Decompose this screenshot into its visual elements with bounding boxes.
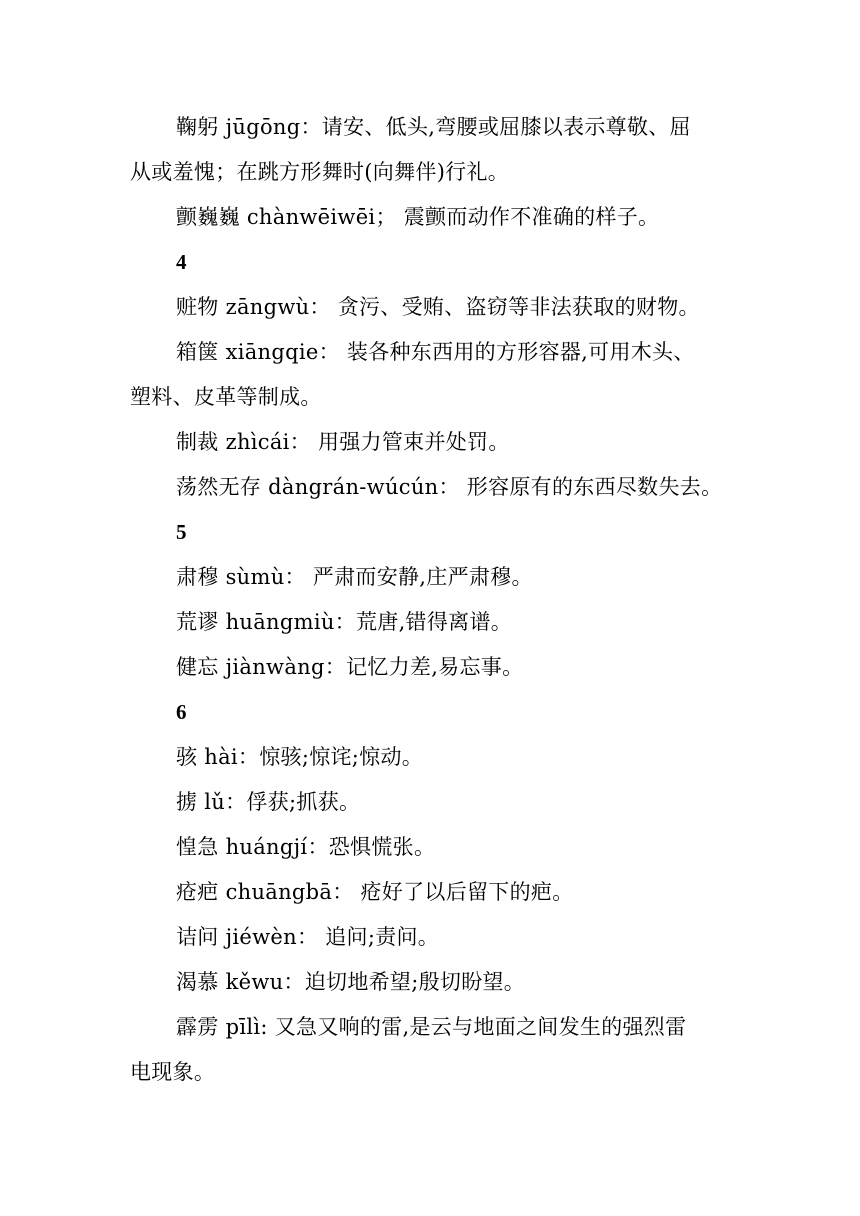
entry-hai: 骇 hài：惊骇;惊诧;惊动。: [176, 745, 424, 769]
entry-jugong-continued: 从或羞愧；在跳方形舞时(向舞伴)行礼。: [130, 160, 510, 184]
section-number-5: 5: [176, 520, 187, 544]
entry-zhicai: 制裁 zhìcái： 用强力管束并处罚。: [176, 430, 510, 454]
entry-huangji: 惶急 huángjí：恐惧慌张。: [176, 835, 436, 859]
section-number-4: 4: [176, 250, 187, 274]
entry-jugong: 鞠躬 jūgōng：请安、低头,弯腰或屈膝以表示尊敬、屈: [176, 115, 691, 139]
entry-pili-continued: 电现象。: [130, 1060, 216, 1084]
vocabulary-list: [130, 105, 730, 1095]
entry-dangranwucun: 荡然无存 dàngrán-wúcún： 形容原有的东西尽数失去。: [176, 475, 723, 499]
section-number-6: 6: [176, 700, 187, 724]
entry-jianwang: 健忘 jiànwàng：记忆力差,易忘事。: [176, 655, 524, 679]
entry-lu: 掳 lǔ：俘获;抓获。: [176, 790, 361, 814]
entry-sumu: 肃穆 sùmù： 严肃而安静,庄严肃穆。: [176, 565, 533, 589]
entry-chuangba: 疮疤 chuāngbā： 疮好了以后留下的疤。: [176, 880, 574, 904]
entry-huangmiu: 荒谬 huāngmiù：荒唐,错得离谱。: [176, 610, 513, 634]
entry-pili: 霹雳 pīlì: 又急又响的雷,是云与地面之间发生的强烈雷: [176, 1015, 687, 1039]
entry-zangwu: 赃物 zāngwù： 贪污、受贿、盗窃等非法获取的财物。: [176, 295, 700, 319]
entry-xiangqie-continued: 塑料、皮革等制成。: [130, 385, 322, 409]
entry-jiewen: 诘问 jiéwèn： 追问;责问。: [176, 925, 440, 949]
entry-kemu: 渴慕 kěwu：迫切地希望;殷切盼望。: [176, 970, 526, 994]
entry-chanweiwei: 颤巍巍 chànwēiwēi； 震颤而动作不准确的样子。: [176, 205, 660, 229]
entry-xiangqie: 箱箧 xiāngqie： 装各种东西用的方形容器,可用木头、: [176, 340, 695, 364]
